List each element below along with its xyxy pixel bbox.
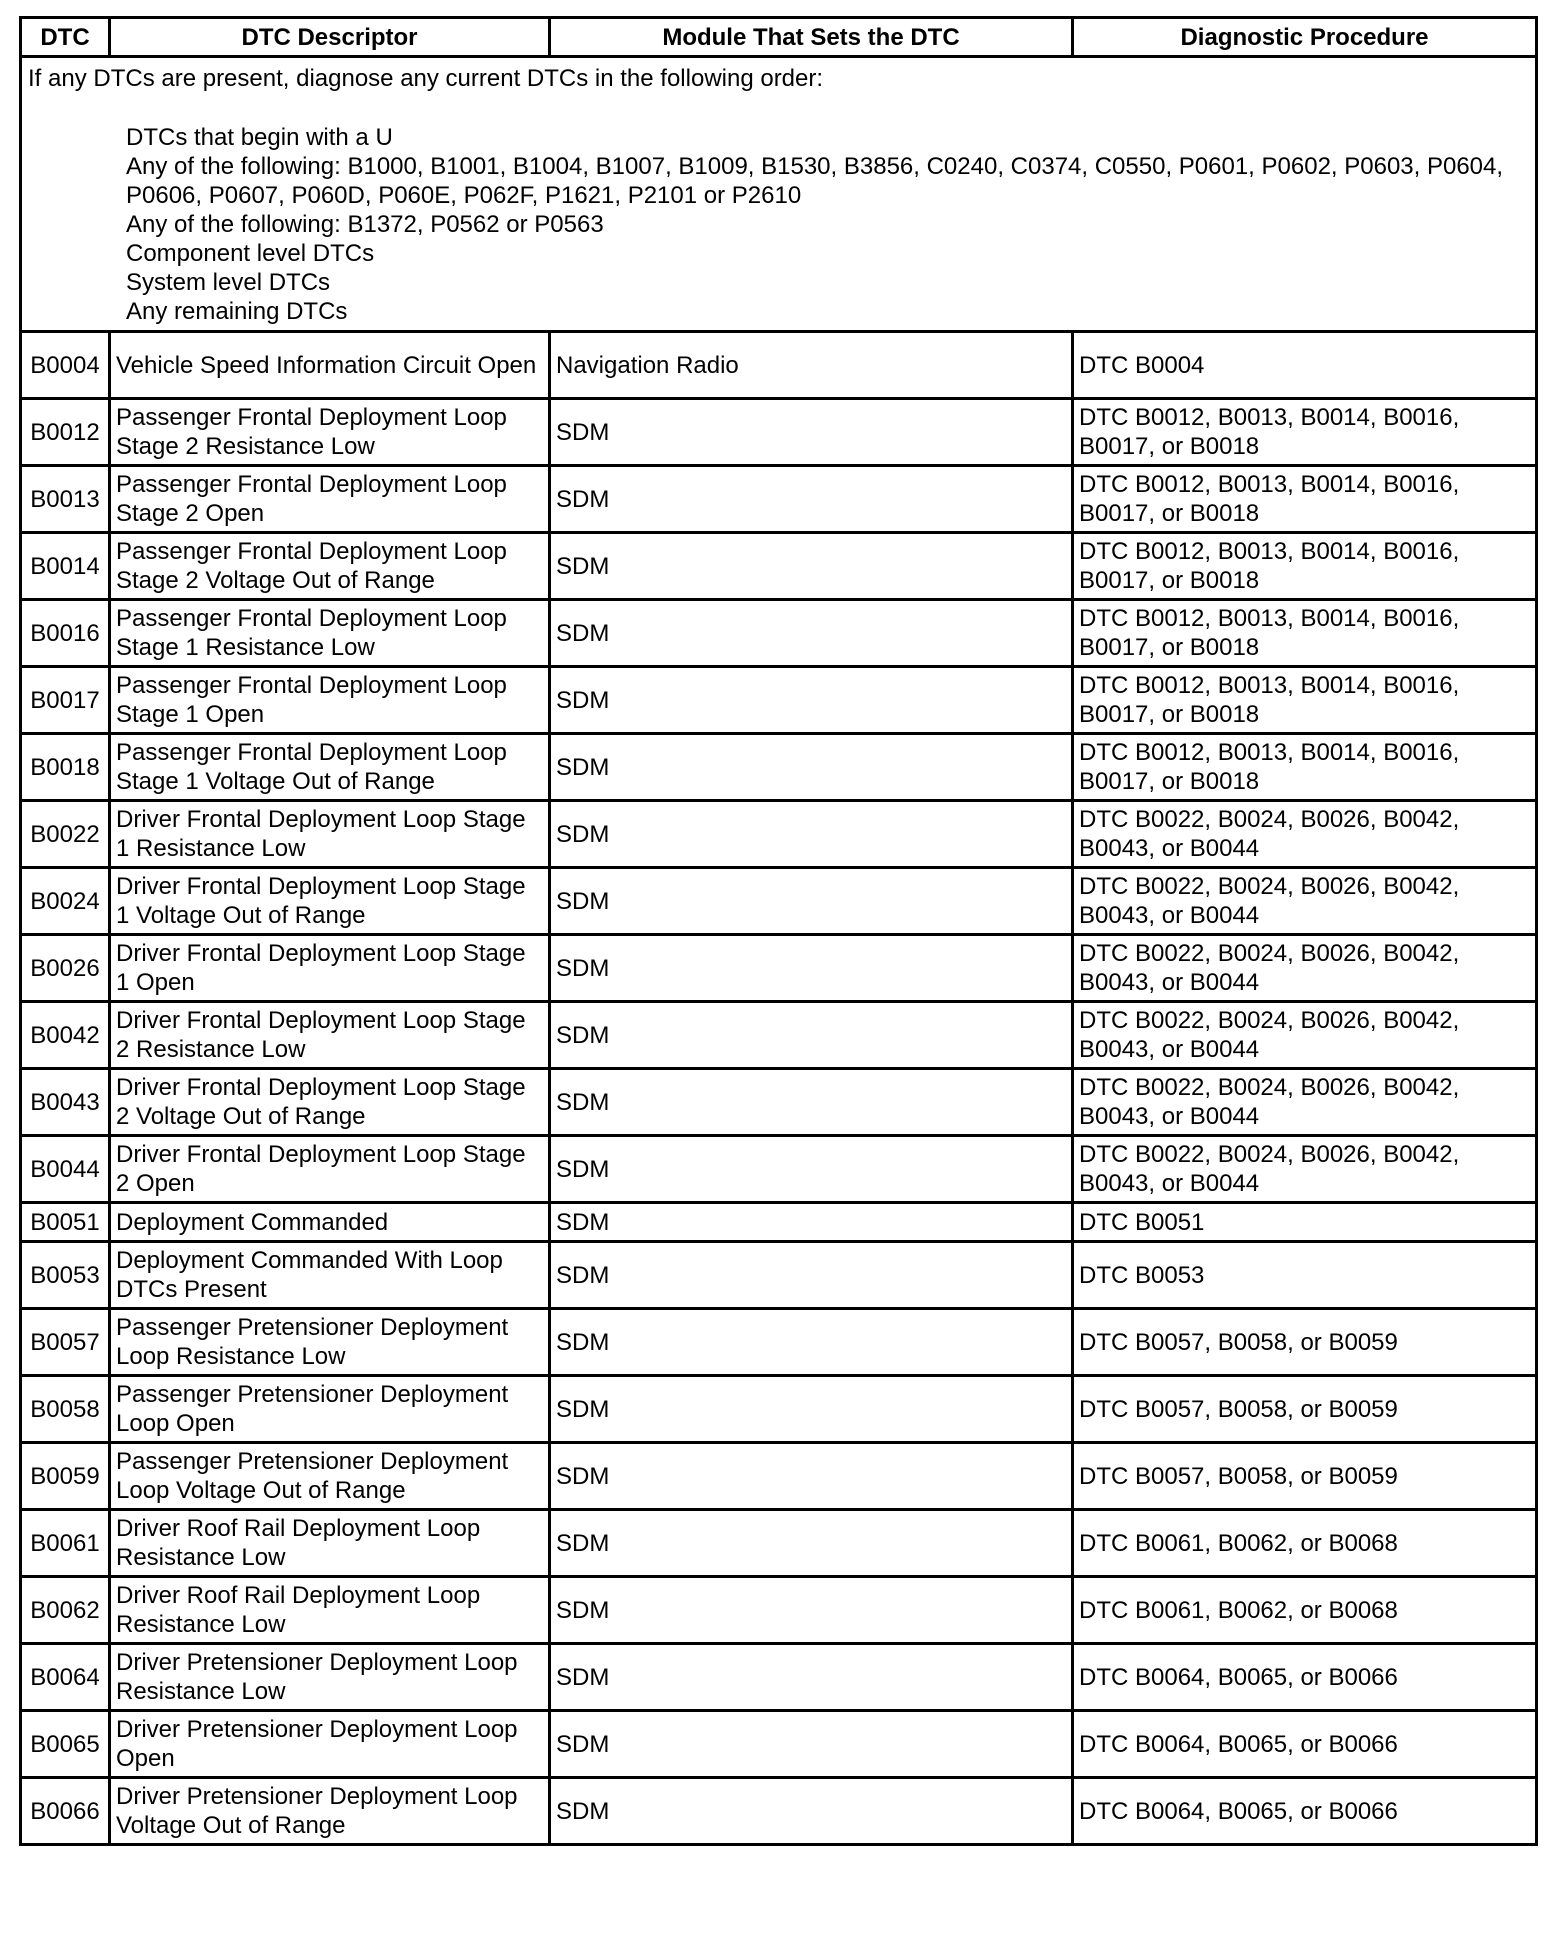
table-row <box>21 1510 1537 1577</box>
order-item: Any of the following: B1372, P0562 or P0563 <box>126 211 604 238</box>
header-row <box>21 18 1537 57</box>
table-row <box>21 1242 1537 1309</box>
module-cell: SDM <box>550 667 1073 734</box>
module-cell: SDM <box>550 1309 1073 1376</box>
procedure-cell: DTC B0064, B0065, or B0066 <box>1073 1778 1537 1845</box>
descriptor-cell: Vehicle Speed Information Circuit Open <box>110 332 550 399</box>
module-cell: Navigation Radio <box>550 332 1073 399</box>
table-row <box>21 1002 1537 1069</box>
table-row <box>21 1069 1537 1136</box>
module-cell: SDM <box>550 868 1073 935</box>
module-cell: SDM <box>550 935 1073 1002</box>
table-row <box>21 1577 1537 1644</box>
descriptor-cell: Driver Pretensioner Deployment Loop Voltage Out of Range <box>110 1778 550 1845</box>
dtc-cell: B0004 <box>21 332 110 399</box>
dtc-cell: B0051 <box>21 1203 110 1242</box>
module-cell: SDM <box>550 533 1073 600</box>
procedure-cell: DTC B0057, B0058, or B0059 <box>1073 1376 1537 1443</box>
table-row <box>21 734 1537 801</box>
dtc-cell: B0059 <box>21 1443 110 1510</box>
procedure-cell: DTC B0051 <box>1073 1203 1537 1242</box>
dtc-cell: B0017 <box>21 667 110 734</box>
descriptor-cell: Driver Frontal Deployment Loop Stage 1 Open <box>110 935 550 1002</box>
dtc-cell: B0013 <box>21 466 110 533</box>
descriptor-cell: Driver Frontal Deployment Loop Stage 1 Voltage Out of Range <box>110 868 550 935</box>
dtc-cell: B0064 <box>21 1644 110 1711</box>
intro-cell <box>21 57 1537 332</box>
descriptor-cell: Driver Roof Rail Deployment Loop Resistance Low <box>110 1510 550 1577</box>
module-cell: SDM <box>550 1376 1073 1443</box>
module-cell: SDM <box>550 1778 1073 1845</box>
header-descriptor: DTC Descriptor <box>110 18 550 57</box>
dtc-cell: B0058 <box>21 1376 110 1443</box>
module-cell: SDM <box>550 1002 1073 1069</box>
order-item: Component level DTCs <box>126 240 375 267</box>
procedure-cell: DTC B0022, B0024, B0026, B0042, B0043, or B0044 <box>1073 801 1537 868</box>
table-row <box>21 1644 1537 1711</box>
intro-text: If any DTCs are present, diagnose any current DTCs in the following order: <box>28 65 824 92</box>
procedure-cell: DTC B0061, B0062, or B0068 <box>1073 1510 1537 1577</box>
dtc-cell: B0024 <box>21 868 110 935</box>
descriptor-cell: Driver Roof Rail Deployment Loop Resistance Low <box>110 1577 550 1644</box>
descriptor-cell: Passenger Frontal Deployment Loop Stage 1 Resistance Low <box>110 600 550 667</box>
module-cell: SDM <box>550 1069 1073 1136</box>
module-cell: SDM <box>550 1443 1073 1510</box>
header-procedure: Diagnostic Procedure <box>1073 18 1537 57</box>
table-row <box>21 399 1537 466</box>
descriptor-cell: Driver Frontal Deployment Loop Stage 1 Resistance Low <box>110 801 550 868</box>
intro-row <box>21 57 1537 332</box>
descriptor-cell: Passenger Frontal Deployment Loop Stage 2 Resistance Low <box>110 399 550 466</box>
table-row <box>21 868 1537 935</box>
module-cell: SDM <box>550 466 1073 533</box>
procedure-cell: DTC B0004 <box>1073 332 1537 399</box>
procedure-cell: DTC B0061, B0062, or B0068 <box>1073 1577 1537 1644</box>
order-item: System level DTCs <box>126 269 331 296</box>
descriptor-cell: Driver Pretensioner Deployment Loop Open <box>110 1711 550 1778</box>
procedure-cell: DTC B0022, B0024, B0026, B0042, B0043, or B0044 <box>1073 868 1537 935</box>
procedure-cell: DTC B0012, B0013, B0014, B0016, B0017, or B0018 <box>1073 600 1537 667</box>
module-cell: SDM <box>550 1136 1073 1203</box>
table-row <box>21 1136 1537 1203</box>
module-cell: SDM <box>550 399 1073 466</box>
table-row <box>21 1778 1537 1845</box>
table-row <box>21 667 1537 734</box>
procedure-cell: DTC B0012, B0013, B0014, B0016, B0017, or B0018 <box>1073 533 1537 600</box>
table-row <box>21 600 1537 667</box>
table-row <box>21 801 1537 868</box>
procedure-cell: DTC B0057, B0058, or B0059 <box>1073 1309 1537 1376</box>
table-row <box>21 1376 1537 1443</box>
procedure-cell: DTC B0022, B0024, B0026, B0042, B0043, or B0044 <box>1073 1002 1537 1069</box>
dtc-table <box>19 16 1538 1846</box>
order-item: DTCs that begin with a U <box>126 124 393 151</box>
module-cell: SDM <box>550 1711 1073 1778</box>
module-cell: SDM <box>550 600 1073 667</box>
module-cell: SDM <box>550 1242 1073 1309</box>
descriptor-cell: Passenger Pretensioner Deployment Loop Open <box>110 1376 550 1443</box>
descriptor-cell: Passenger Frontal Deployment Loop Stage 2 Open <box>110 466 550 533</box>
dtc-cell: B0016 <box>21 600 110 667</box>
dtc-cell: B0057 <box>21 1309 110 1376</box>
procedure-cell: DTC B0022, B0024, B0026, B0042, B0043, or B0044 <box>1073 1136 1537 1203</box>
descriptor-cell: Passenger Frontal Deployment Loop Stage 1 Voltage Out of Range <box>110 734 550 801</box>
dtc-cell: B0014 <box>21 533 110 600</box>
table-row <box>21 533 1537 600</box>
module-cell: SDM <box>550 734 1073 801</box>
dtc-cell: B0062 <box>21 1577 110 1644</box>
descriptor-cell: Driver Frontal Deployment Loop Stage 2 Resistance Low <box>110 1002 550 1069</box>
module-cell: SDM <box>550 1644 1073 1711</box>
dtc-cell: B0018 <box>21 734 110 801</box>
procedure-cell: DTC B0022, B0024, B0026, B0042, B0043, or B0044 <box>1073 1069 1537 1136</box>
table-row <box>21 1309 1537 1376</box>
procedure-cell: DTC B0064, B0065, or B0066 <box>1073 1644 1537 1711</box>
module-cell: SDM <box>550 1510 1073 1577</box>
dtc-cell: B0043 <box>21 1069 110 1136</box>
table-row <box>21 466 1537 533</box>
descriptor-cell: Driver Frontal Deployment Loop Stage 2 Open <box>110 1136 550 1203</box>
dtc-cell: B0026 <box>21 935 110 1002</box>
dtc-cell: B0053 <box>21 1242 110 1309</box>
table-row <box>21 332 1537 399</box>
descriptor-cell: Passenger Pretensioner Deployment Loop Voltage Out of Range <box>110 1443 550 1510</box>
procedure-cell: DTC B0053 <box>1073 1242 1537 1309</box>
descriptor-cell: Passenger Frontal Deployment Loop Stage 2 Voltage Out of Range <box>110 533 550 600</box>
table-row <box>21 1711 1537 1778</box>
descriptor-cell: Passenger Frontal Deployment Loop Stage 1 Open <box>110 667 550 734</box>
descriptor-cell: Driver Frontal Deployment Loop Stage 2 Voltage Out of Range <box>110 1069 550 1136</box>
table-row <box>21 935 1537 1002</box>
descriptor-cell: Deployment Commanded With Loop DTCs Present <box>110 1242 550 1309</box>
module-cell: SDM <box>550 1203 1073 1242</box>
descriptor-cell: Driver Pretensioner Deployment Loop Resistance Low <box>110 1644 550 1711</box>
procedure-cell: DTC B0064, B0065, or B0066 <box>1073 1711 1537 1778</box>
descriptor-cell: Passenger Pretensioner Deployment Loop Resistance Low <box>110 1309 550 1376</box>
order-item: Any remaining DTCs <box>126 298 348 325</box>
procedure-cell: DTC B0012, B0013, B0014, B0016, B0017, or B0018 <box>1073 399 1537 466</box>
procedure-cell: DTC B0012, B0013, B0014, B0016, B0017, or B0018 <box>1073 734 1537 801</box>
order-item: Any of the following: B1000, B1001, B1004, B1007, B1009, B1530, B3856, C0240, C0374, C0550, P0601, P0602, P0603, P0604, P0606, P0607, P060D, P060E, P062F, P1621, P2101 or P2610 <box>126 153 1504 209</box>
dtc-cell: B0042 <box>21 1002 110 1069</box>
table-row <box>21 1203 1537 1242</box>
table-row <box>21 1443 1537 1510</box>
procedure-cell: DTC B0012, B0013, B0014, B0016, B0017, or B0018 <box>1073 466 1537 533</box>
header-dtc: DTC <box>21 18 110 57</box>
module-cell: SDM <box>550 801 1073 868</box>
dtc-cell: B0066 <box>21 1778 110 1845</box>
diagnosis-order-list <box>28 123 1529 326</box>
header-module: Module That Sets the DTC <box>550 18 1073 57</box>
dtc-cell: B0065 <box>21 1711 110 1778</box>
procedure-cell: DTC B0012, B0013, B0014, B0016, B0017, or B0018 <box>1073 667 1537 734</box>
table-body <box>21 57 1537 1845</box>
module-cell: SDM <box>550 1577 1073 1644</box>
procedure-cell: DTC B0022, B0024, B0026, B0042, B0043, or B0044 <box>1073 935 1537 1002</box>
procedure-cell: DTC B0057, B0058, or B0059 <box>1073 1443 1537 1510</box>
dtc-cell: B0012 <box>21 399 110 466</box>
dtc-cell: B0061 <box>21 1510 110 1577</box>
dtc-cell: B0022 <box>21 801 110 868</box>
descriptor-cell: Deployment Commanded <box>110 1203 550 1242</box>
dtc-cell: B0044 <box>21 1136 110 1203</box>
